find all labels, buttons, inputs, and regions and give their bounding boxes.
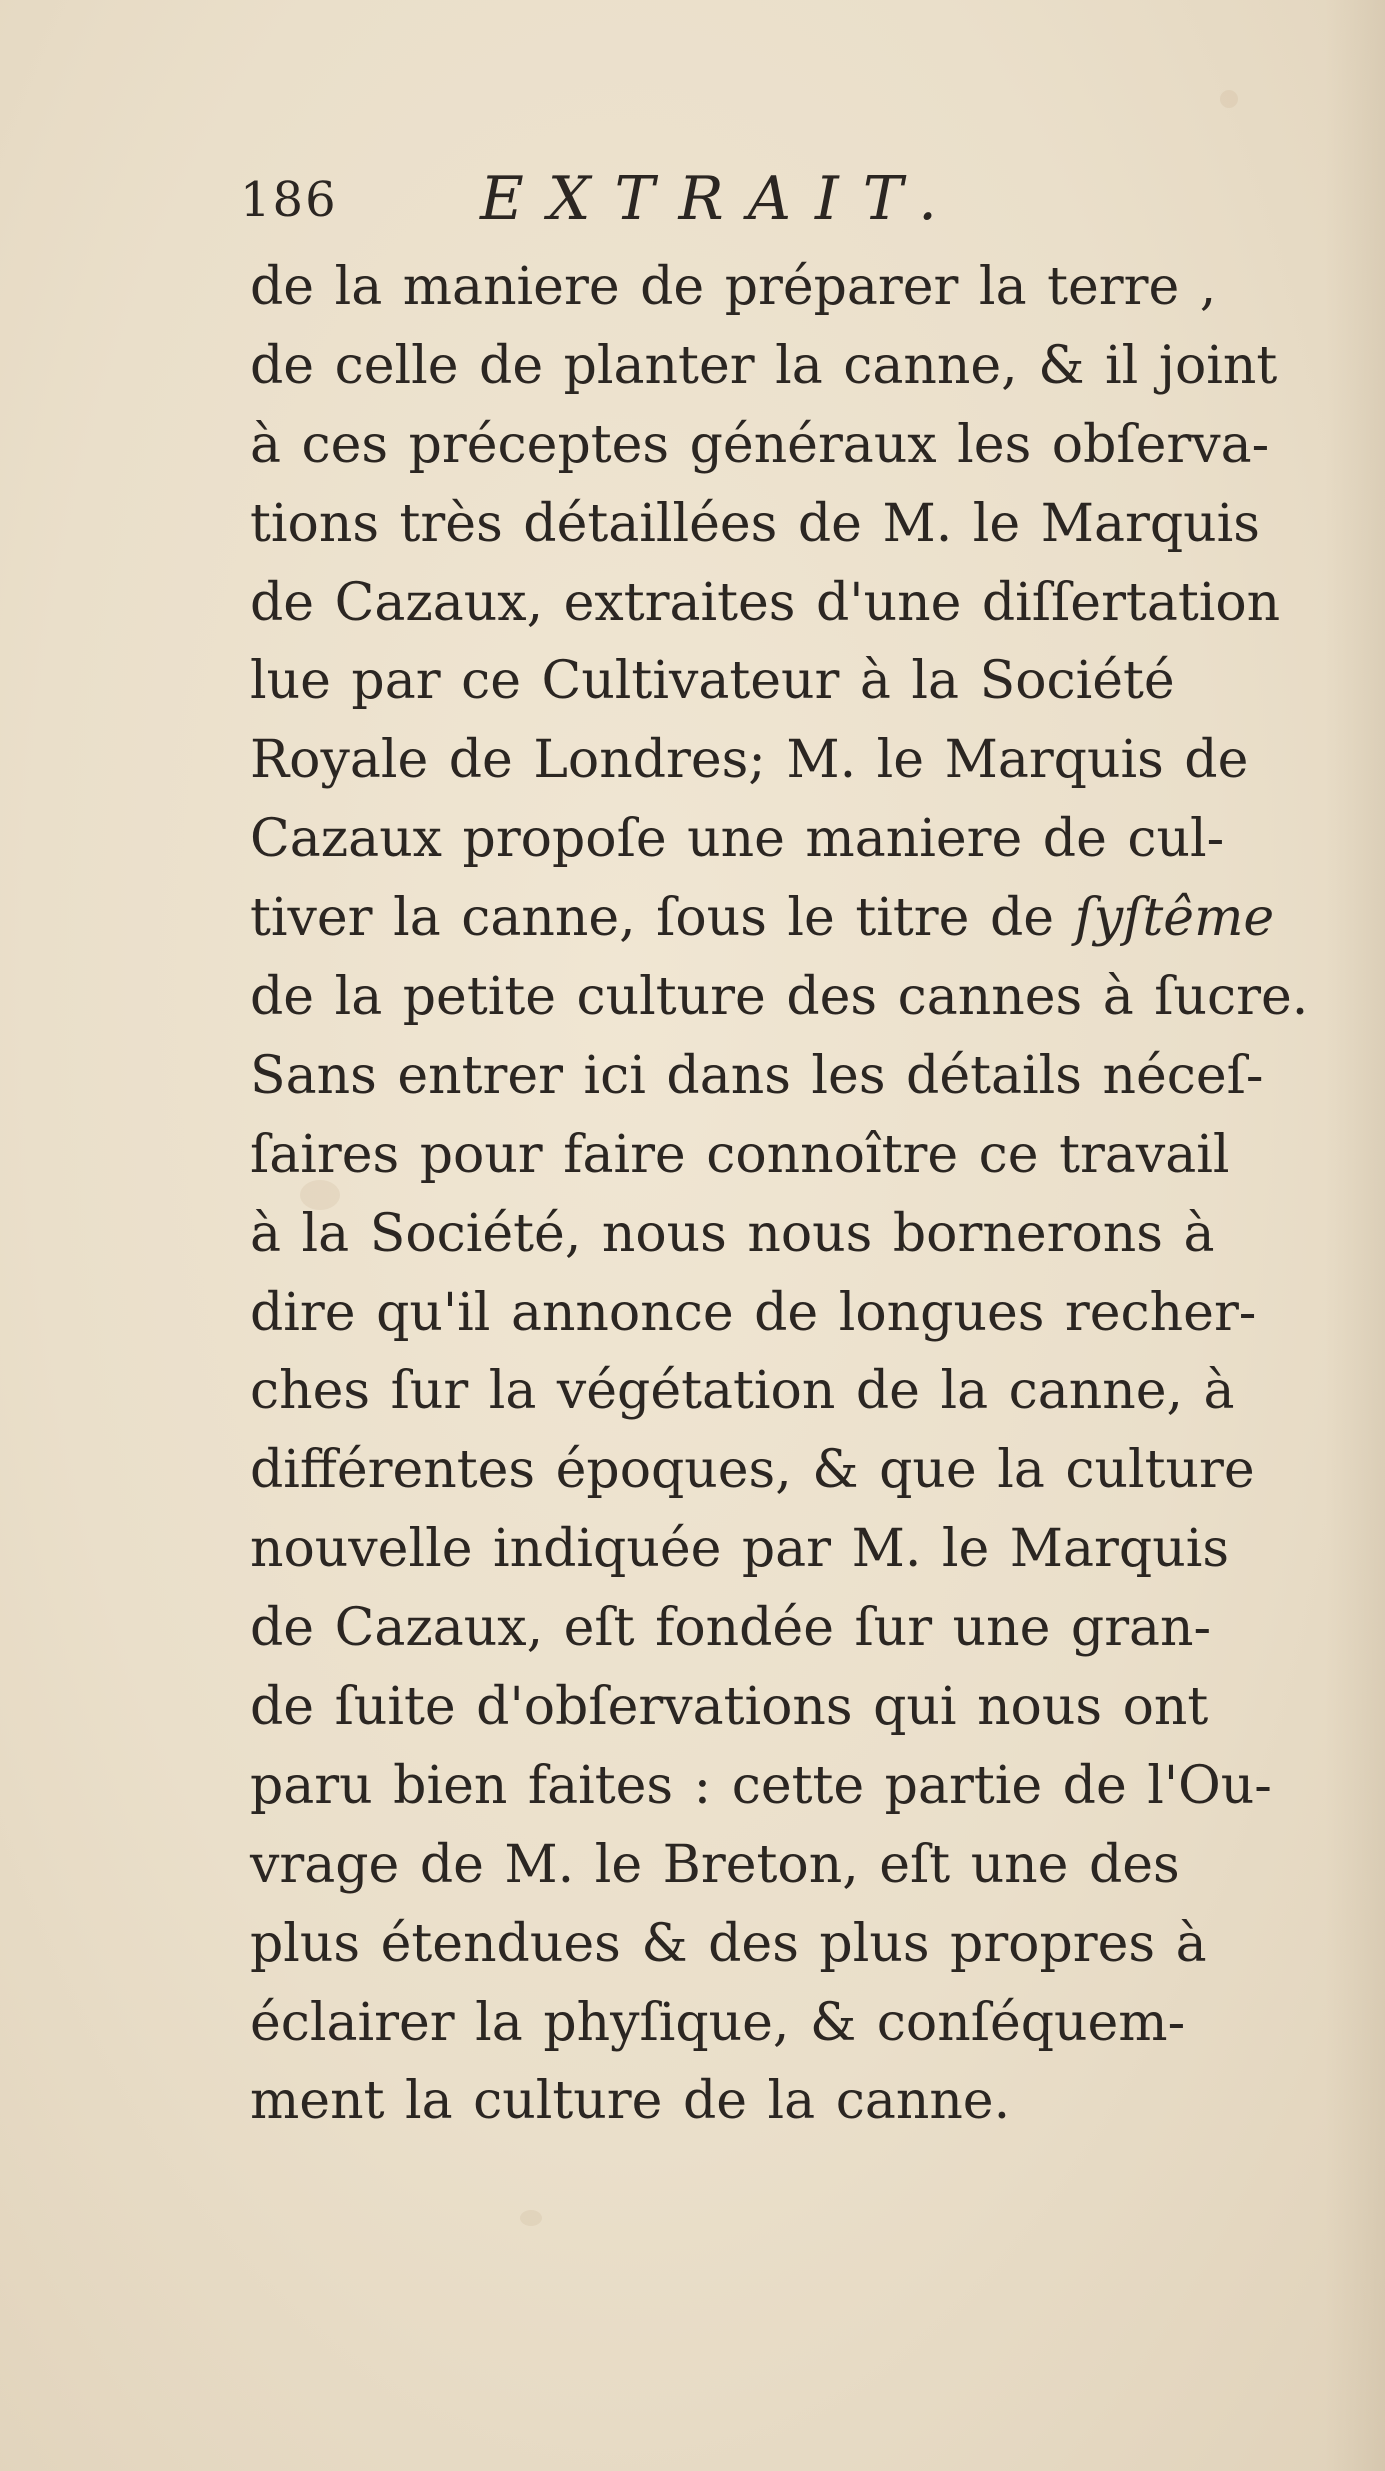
running-title: EXTRAIT. — [480, 164, 962, 234]
text-line: Cazaux propoſe une maniere de cul- — [250, 809, 1225, 870]
page-header — [240, 158, 1240, 238]
text-line: Sans entrer ici dans les détails néceſ- — [250, 1045, 1264, 1106]
text-line: Royale de Londres; M. le Marquis de — [250, 730, 1249, 791]
text-line: à la Société, nous nous bornerons à — [250, 1203, 1215, 1264]
text-line: ches ſur la végétation de la canne, à — [250, 1361, 1235, 1422]
text-line: de Cazaux, eſt fondée ſur une gran- — [250, 1598, 1212, 1659]
text-line-roman: tiver la canne, ſous le titre de — [250, 888, 1075, 949]
foxing-spot — [1220, 90, 1238, 108]
page-edge-shadow — [1325, 0, 1385, 2471]
text-line: plus étendues & des plus propres à — [250, 1913, 1207, 1974]
text-line: différentes époques, & que la culture — [250, 1440, 1255, 1501]
text-line: de ſuite d'obſervations qui nous ont — [250, 1677, 1209, 1738]
text-line: de celle de planter la canne, & il joint — [250, 335, 1278, 396]
text-line-italic: de la petite culture des cannes à ſucre. — [250, 967, 1309, 1028]
text-line-italic: ſyſtême — [1074, 888, 1275, 949]
text-line: à ces préceptes généraux les obſerva- — [250, 414, 1270, 475]
text-line: de la maniere de préparer la terre , — [250, 257, 1217, 317]
text-line: nouvelle indiquée par M. le Marquis — [250, 1519, 1230, 1580]
text-line: tions très détaillées de M. le Marquis — [250, 493, 1260, 554]
text-line: paru bien faites : cette partie de l'Ou- — [250, 1755, 1272, 1816]
text-line: ment la culture de la canne. — [250, 2071, 1011, 2132]
text-line: dire qu'il annonce de longues recher- — [250, 1282, 1257, 1343]
text-line: lue par ce Cultivateur à la Société — [250, 651, 1175, 712]
page-number: 186 — [240, 172, 338, 228]
text-line: vrage de M. le Breton, eſt une des — [250, 1834, 1180, 1895]
body-text — [250, 248, 1309, 2141]
text-line: de Cazaux, extraites d'une diſſertation — [250, 572, 1281, 633]
foxing-spot — [520, 2210, 542, 2226]
text-line — [250, 879, 1275, 958]
text-line: éclairer la phyſique, & conſéquem- — [250, 1992, 1186, 2053]
text-line: ſaires pour faire connoître ce travail — [250, 1124, 1230, 1185]
